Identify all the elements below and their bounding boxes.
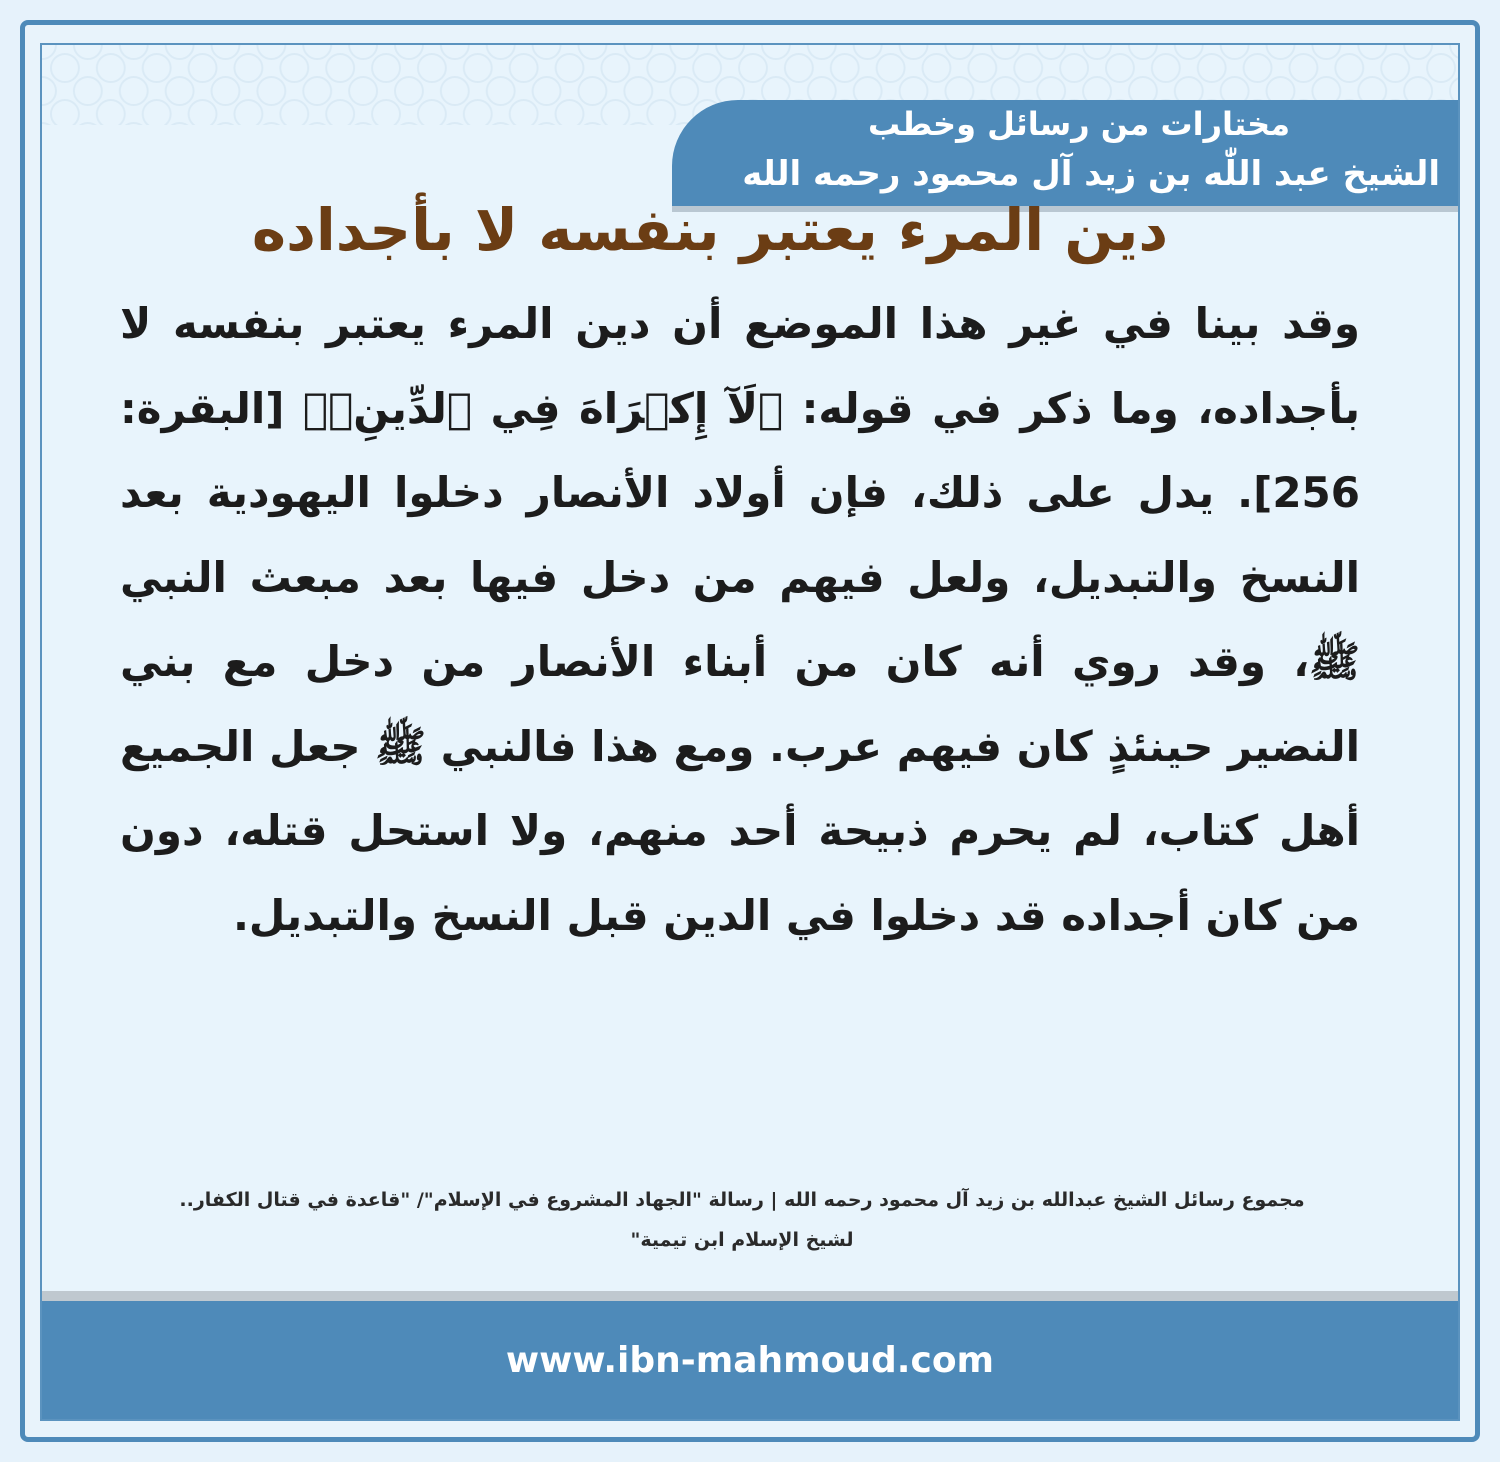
website-link[interactable]: www.ibn-mahmoud.com [505,1340,995,1381]
footer-divider [42,1291,1458,1301]
header-subtitle: مختارات من رسائل وخطب [867,105,1290,143]
article-body: وقد بينا في غير هذا الموضع أن دين المرء يعتبر بنفسه لا بأجداده، وما ذكر في قوله: ﴿لَآ إِكۡرَاهَ فِي ٱلدِّينِۖ﴾ [البقرة: 256]. يدل على ذلك، فإن أولاد الأنصار دخلوا اليهودية بعد النسخ والتبديل، ولعل فيهم من دخل فيها بعد مبعث النبي ﷺ، وقد روي أنه كان من أبناء الأنصار من دخل مع بني النضير حينئذٍ كان فيهم عرب. ومع هذا فالنبي ﷺ جعل الجميع أهل كتاب، لم يحرم ذبيحة أحد منهم، ولا استحل قتله، دون من كان أجداده قد دخلوا في الدين قبل النسخ والتبديل. [120,299,1360,940]
source-citation [102,1180,1382,1260]
source-citation-line2: لشيخ الإسلام ابن تيمية" [630,1229,854,1251]
page-title: دين المرء يعتبر بنفسه لا بأجداده [251,196,1169,264]
source-citation-line1: مجموع رسائل الشيخ عبدالله بن زيد آل محمود رحمه الله | رسالة "الجهاد المشروع في الإسلام"/ "قاعدة في قتال الكفار.. [179,1189,1305,1211]
header-author: الشيخ عبد اللّٰه بن زيد آل محمود رحمه الله [742,154,1440,194]
